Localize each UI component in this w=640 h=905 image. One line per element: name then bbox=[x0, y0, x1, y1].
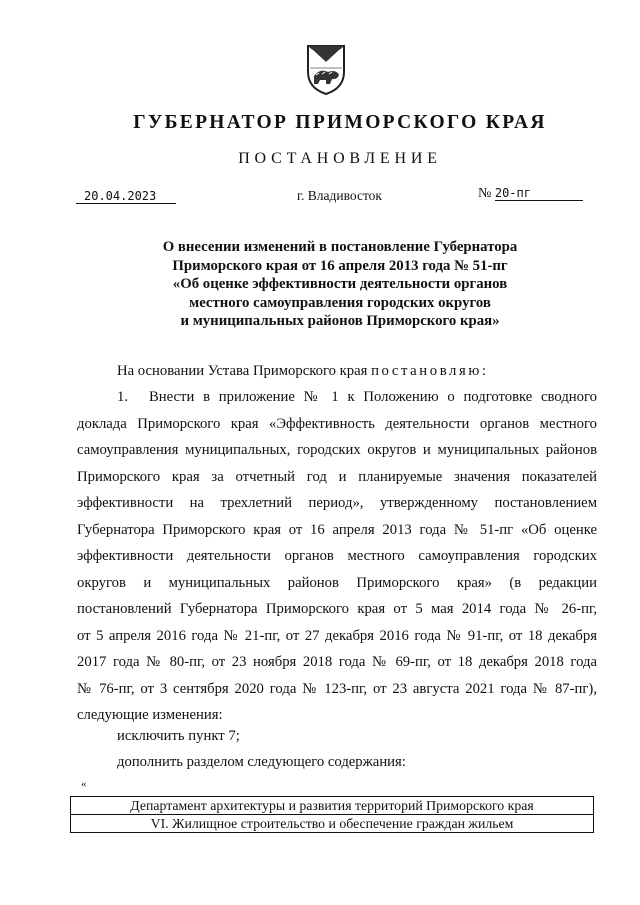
item-line: Губернатора Приморского края от 16 апреля 2013 года № 51-пг «Об оценке bbox=[77, 521, 597, 538]
item-line: 2017 года № 80-пг, от 23 ноября 2018 года № 69-пг, от 18 декабря 2018 года bbox=[77, 654, 597, 670]
item-line: от 5 апреля 2016 года № 21-пг, от 27 декабря 2016 года № 91-пг, от 18 декабря bbox=[77, 627, 597, 644]
item-line: № 76-пг, от 3 сентября 2020 года № 123-пг, от 23 августа 2021 года № 87-пг), bbox=[77, 680, 597, 697]
item-line: самоуправления муниципальных, городских округов и муниципальных районов bbox=[77, 442, 597, 458]
table-cell-department: Департамент архитектуры и развития территорий Приморского края bbox=[71, 797, 594, 815]
table-cell-section: VI. Жилищное строительство и обеспечение граждан жильем bbox=[71, 815, 594, 833]
item-number: 1. bbox=[117, 389, 129, 405]
intro-spaced: постановляю bbox=[371, 363, 482, 379]
number-value: 20-пг bbox=[495, 186, 583, 201]
primorsky-coat-of-arms-icon bbox=[304, 42, 348, 96]
number-sign: № bbox=[478, 186, 492, 201]
item-line: округов и муниципальных районов Приморского края» (в редакции bbox=[77, 574, 597, 591]
item-line: постановлений Губернатора Приморского края от 5 мая 2014 года № 26-пг, bbox=[77, 601, 597, 617]
document-city: г. Владивосток bbox=[297, 188, 382, 203]
heading-line: Приморского края от 16 апреля 2013 года № 51-пг bbox=[172, 257, 508, 274]
item-line: доклада Приморского края «Эффективность деятельности органов местного bbox=[77, 415, 597, 432]
item-paragraph bbox=[77, 384, 597, 729]
document-number bbox=[478, 186, 593, 202]
item-line: следующие изменения: bbox=[77, 707, 223, 723]
sub-item-add: дополнить разделом следующего содержания: bbox=[117, 754, 406, 770]
intro-text: На основании Устава Приморского края bbox=[117, 363, 368, 379]
heading-line: О внесении изменений в постановление Губернатора bbox=[162, 239, 518, 255]
page-title: ГУБЕРНАТОР ПРИМОРСКОГО КРАЯ bbox=[133, 112, 547, 133]
inserted-table bbox=[70, 796, 594, 833]
sub-item-exclude: исключить пункт 7; bbox=[117, 728, 240, 744]
table-row bbox=[71, 815, 594, 833]
item-line: Приморского края за отчетный год и планируемые значения показателей bbox=[77, 468, 597, 485]
heading-line: «Об оценке эффективности деятельности органов bbox=[172, 276, 508, 292]
heading-line: местного самоуправления городских округов bbox=[189, 294, 491, 311]
item-line: 1. Внести в приложение № 1 к Положению о подготовке сводного bbox=[77, 384, 597, 411]
quote-mark: « bbox=[81, 778, 87, 790]
table-row bbox=[71, 797, 594, 815]
document-heading bbox=[130, 238, 550, 331]
intro-paragraph bbox=[77, 358, 597, 385]
intro-end: : bbox=[481, 363, 486, 379]
document-type: ПОСТАНОВЛЕНИЕ bbox=[238, 150, 442, 167]
item-line: эффективности деятельности органов местного самоуправления городских bbox=[77, 548, 597, 564]
heading-line: и муниципальных районов Приморского края» bbox=[180, 313, 500, 329]
document-date: 20.04.2023 bbox=[76, 189, 176, 204]
item-line: эффективности на трехлетний период», утвержденному постановлением bbox=[77, 495, 597, 511]
